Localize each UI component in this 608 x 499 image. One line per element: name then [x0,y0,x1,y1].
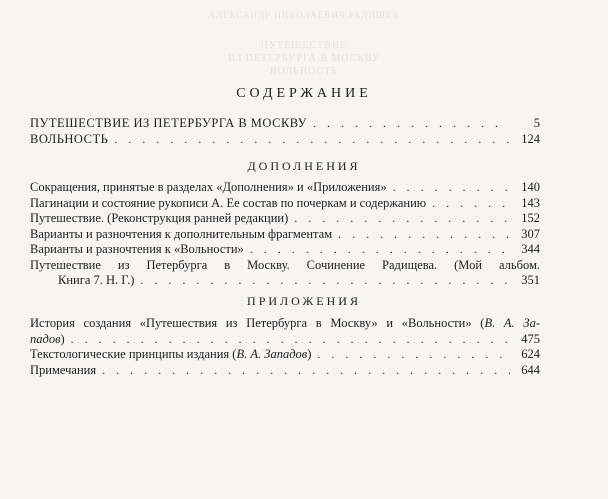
supplements-entries [30,180,540,289]
leader-dots [426,196,510,212]
appendices-entries [30,316,540,378]
toc-entry-label: ВОЛЬНОСТЬ [30,131,109,146]
show-through-text: ПУТЕШЕСТВИЕ [260,40,348,51]
leader-dots [108,132,510,148]
toc-entry-label: Варианты и разночтения к «Вольности» [30,242,244,256]
toc-entry-label: Примечания [30,362,97,377]
leader-dots [244,242,510,258]
toc-entry-label: Пагинации и состояние рукописи А. Ее состав по почеркам и содержанию [30,195,427,210]
toc-entry-page: 344 [521,242,540,256]
toc-entry[interactable] [30,347,540,363]
leader-dots [288,211,510,227]
leader-dots [307,116,510,132]
toc-entry-page: 475 [521,331,540,346]
toc-entry[interactable] [30,227,540,243]
main-entries [30,116,540,147]
toc-entry[interactable] [30,211,540,227]
toc-entry-text: История создания «Путешествия из Петербурга в Москву» и «Вольности» ( [30,316,485,330]
toc-entry[interactable] [30,316,540,347]
leader-dots [332,227,510,243]
toc-entry[interactable] [30,242,540,258]
toc-entry[interactable] [30,258,540,289]
toc-entry-page: 124 [521,131,540,146]
toc-entry-page: 143 [521,195,540,210]
leader-dots [96,363,510,379]
contents-title: СОДЕРЖАНИЕ [236,86,372,101]
toc-entry-text: ) [60,331,65,346]
toc-entry-page: 152 [521,211,540,225]
toc-entry-page: 5 [533,116,540,130]
show-through-text: ИЗ ПЕТЕРБУРГА В МОСКВУ [228,53,380,64]
toc-entry-page: 351 [521,273,540,287]
show-through-text: ВОЛЬНОСТЬ [269,66,338,77]
toc-entry[interactable] [30,180,540,196]
supplements-title: ДОПОЛНЕНИЯ [247,159,361,173]
toc-entry-page: 140 [521,180,540,194]
toc-entry-text: ) [307,347,312,361]
toc-entry[interactable] [30,116,540,132]
toc-entry-text: Текстологические принципы издания ( [30,347,237,361]
leader-dots [387,180,510,196]
toc-entry-author: падов [30,331,61,346]
toc-entry-page: 624 [521,347,540,361]
toc-entry-author: В. А. Западов [236,347,308,361]
toc-entry[interactable] [30,196,540,212]
toc-entry-label [30,316,540,332]
toc-entry-label: Путешествие из Петербурга в Москву. Сочинение Радищева. (Мой альбом. [30,257,540,272]
toc-entry[interactable] [30,363,540,379]
leader-dots [65,332,510,348]
toc-entry-label-cont: Книга 7. Н. Г.) [58,273,135,287]
toc-entry-page: 307 [521,226,540,241]
show-through-text: АЛЕКСАНДР НИКОЛАЕВИЧ РАДИЩЕВ [208,10,400,20]
toc-entry-author: В. А. За- [484,316,541,330]
toc-entry-label-cont [30,332,65,348]
toc-entry[interactable] [30,132,540,148]
toc-entry-page: 644 [521,362,540,377]
toc-entry-label: ПУТЕШЕСТВИЕ ИЗ ПЕТЕРБУРГА В МОСКВУ [30,116,307,130]
toc-entry-label: Путешествие. (Реконструкция ранней редакции) [30,211,289,225]
toc-entry-label: Сокращения, принятые в разделах «Дополнения» и «Приложения» [30,180,387,194]
toc-entry-label [30,347,311,363]
toc-entry-label: Варианты и разночтения к дополнительным фрагментам [30,226,333,241]
leader-dots [311,347,510,363]
leader-dots [134,273,510,289]
appendices-title: ПРИЛОЖЕНИЯ [247,294,361,308]
